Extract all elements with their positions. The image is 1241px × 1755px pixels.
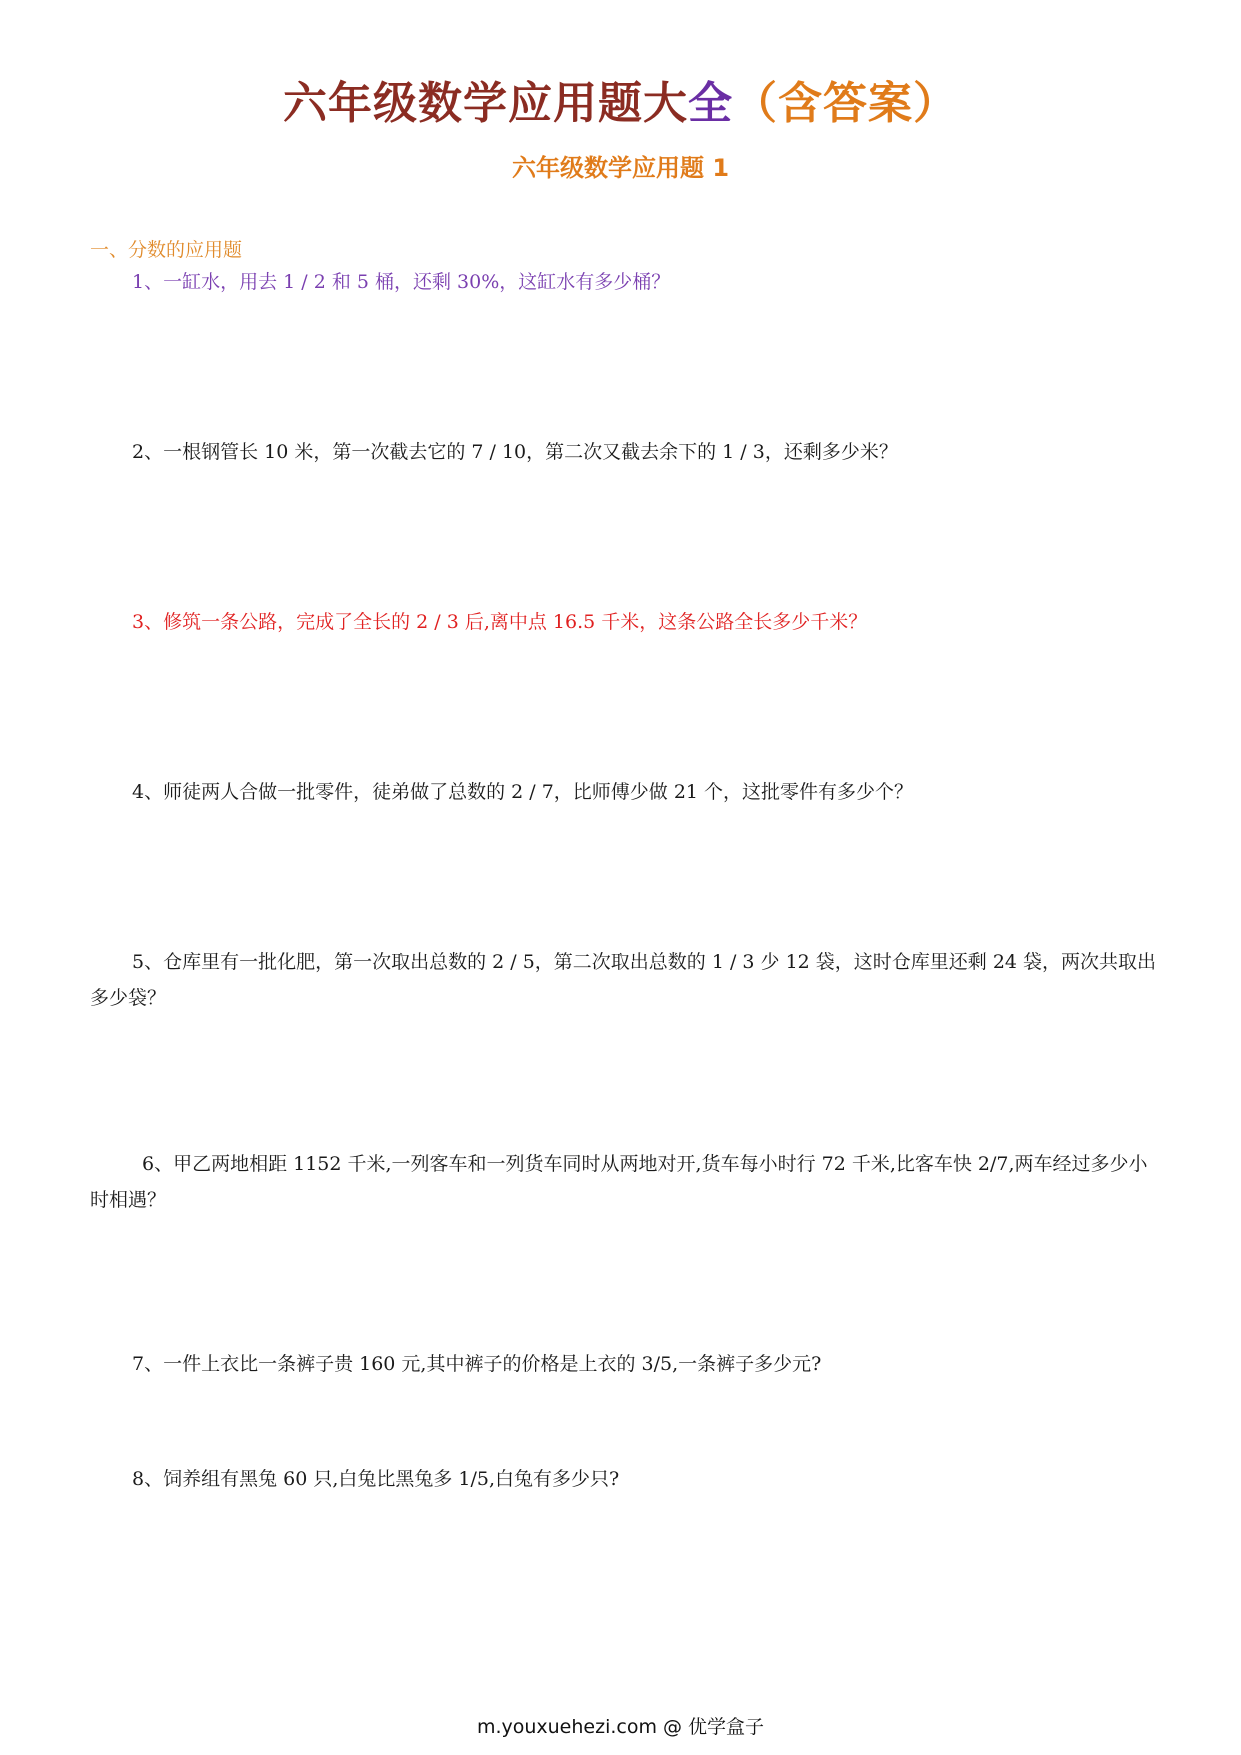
- question-6: 6、甲乙两地相距 1152 千米,一列客车和一列货车同时从两地对开,货车每小时行 72 千米,比客车快 2/7,两车经过多少小时相遇？: [90, 1153, 1148, 1211]
- section-heading: 一、分数的应用题: [90, 239, 243, 261]
- title-part-answers: （含答案）: [733, 78, 958, 129]
- question-8: 8、饲养组有黑兔 60 只,白兔比黑兔多 1/5,白兔有多少只?: [132, 1468, 620, 1490]
- question-2: 2、一根钢管长 10 米，第一次截去它的 7 / 10，第二次又截去余下的 1 / 3，还剩多少米？: [132, 441, 898, 463]
- question-4: 4、师徒两人合做一批零件，徒弟做了总数的 2 / 7，比师傅少做 21 个，这批零件有多少个？: [132, 781, 914, 803]
- document-subtitle: 六年级数学应用题 1: [511, 154, 730, 182]
- question-1: 1、一缸水，用去 1 / 2 和 5 桶，还剩 30%，这缸水有多少桶？: [132, 271, 671, 293]
- title-part-accent: 全: [688, 78, 733, 129]
- question-7: 7、一件上衣比一条裤子贵 160 元,其中裤子的价格是上衣的 3/5,一条裤子多少元?: [132, 1353, 822, 1375]
- question-3: 3、修筑一条公路，完成了全长的 2 / 3 后,离中点 16.5 千米，这条公路全长多少千米？: [132, 611, 868, 633]
- title-part-main: 六年级数学应用题大: [283, 78, 688, 129]
- question-5: 5、仓库里有一批化肥，第一次取出总数的 2 / 5，第二次取出总数的 1 / 3 少 12 袋，这时仓库里还剩 24 袋，两次共取出多少袋？: [90, 951, 1157, 1009]
- document-title: [0, 76, 1241, 132]
- footer-watermark: m.youxuehezi.com @ 优学盒子: [476, 1716, 765, 1738]
